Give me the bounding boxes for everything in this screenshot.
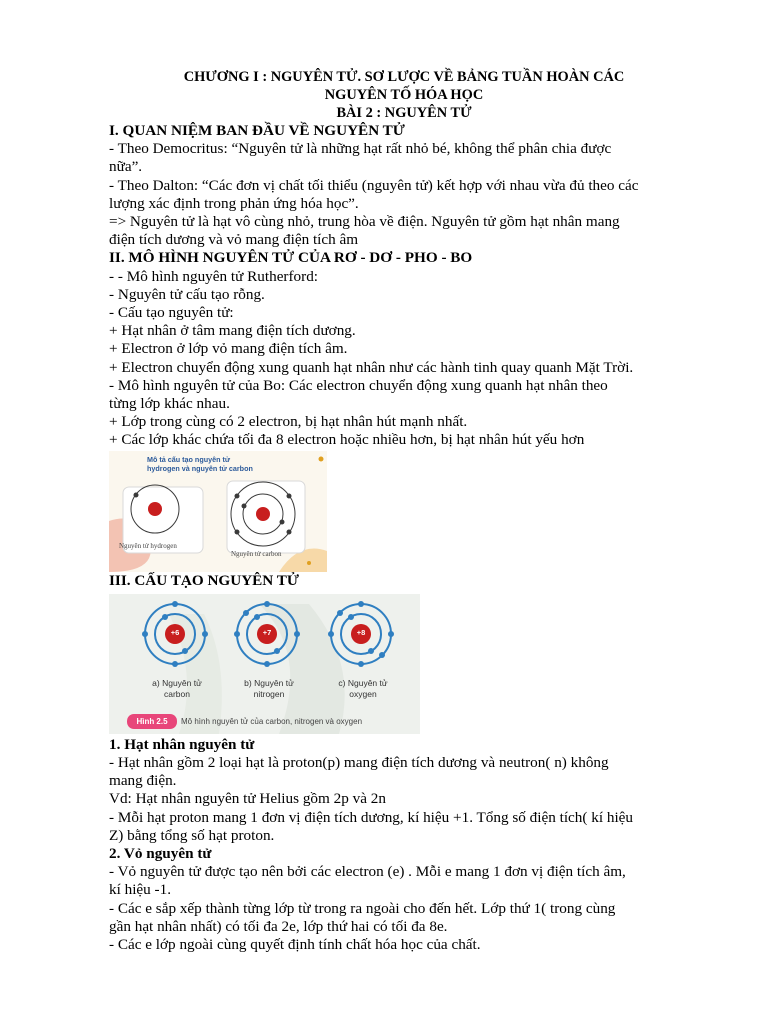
paragraph: nữa”. <box>109 158 143 176</box>
nitrogen-label-name: nitrogen <box>253 688 285 699</box>
paragraph: - Cấu tạo nguyên tử: <box>109 304 234 322</box>
paragraph: + Electron chuyển động xung quanh hạt nhân như các hành tinh quay quanh Mặt Trời. <box>109 358 634 376</box>
paragraph: mang điện. <box>109 772 177 790</box>
paragraph: => Nguyên tử là hạt vô cùng nhỏ, trung hòa về điện. Nguyên tử gồm hạt nhân mang <box>109 213 620 231</box>
lesson-title: BÀI 2 : NGUYÊN TỬ <box>336 105 472 121</box>
paragraph: - - Mô hình nguyên tử Rutherford: <box>109 267 319 285</box>
section3-heading: III. CẤU TẠO NGUYÊN TỬ <box>109 571 300 589</box>
paragraph: + Electron ở lớp vỏ mang điện tích âm. <box>109 340 348 358</box>
nitrogen-charge: +7 <box>262 627 272 637</box>
paragraph: - Hạt nhân gồm 2 loại hạt là proton(p) mang điện tích dương và neutron( n) không <box>109 754 609 772</box>
paragraph: từng lớp khác nhau. <box>109 395 230 413</box>
hydrogen-label: Nguyên tử hydrogen <box>119 541 177 550</box>
nitrogen-label: b) Nguyên tử <box>244 677 294 688</box>
carbon-label-name: carbon <box>164 688 190 699</box>
oxygen-label-name: oxygen <box>349 688 377 699</box>
figure-carbon-nitrogen-oxygen <box>109 594 420 734</box>
chapter-title-cont: NGUYÊN TỐ HÓA HỌC <box>324 87 484 103</box>
figure2-tag: Hình 2.5 <box>136 716 168 726</box>
figure1-caption-cont: hydrogen và nguyên tử carbon <box>147 463 253 473</box>
subsection-nucleus-heading: 1. Hạt nhân nguyên tử <box>109 735 255 753</box>
oxygen-label: c) Nguyên tử <box>338 677 388 688</box>
paragraph: - Các e sắp xếp thành từng lớp từ trong ra ngoài cho đến hết. Lớp thứ 1( trong cùng <box>109 899 616 917</box>
paragraph: kí hiệu -1. <box>109 881 172 899</box>
paragraph: - Theo Dalton: “Các đơn vị chất tối thiểu (nguyên tử) kết hợp với nhau vừa đủ theo các <box>109 176 639 194</box>
paragraph: - Nguyên tử cấu tạo rỗng. <box>109 285 265 303</box>
paragraph: Vd: Hạt nhân nguyên tử Helius gồm 2p và 2n <box>109 790 386 808</box>
paragraph: lượng xác định trong phản ứng hóa học”. <box>109 194 359 212</box>
paragraph: - Vỏ nguyên tử được tạo nên bởi các electron (e) . Mỗi e mang 1 đơn vị điện tích âm, <box>109 863 626 881</box>
paragraph: điện tích dương và vỏ mang điện tích âm <box>109 231 359 249</box>
carbon-charge: +6 <box>170 627 180 637</box>
figure-hydrogen-carbon <box>109 451 327 572</box>
paragraph: gần hạt nhân nhất) có tối đa 2e, lớp thứ hai có tối đa 8e. <box>109 917 448 935</box>
subsection-shell-heading: 2. Vỏ nguyên tử <box>109 845 212 863</box>
paragraph: - Các e lớp ngoài cùng quyết định tính chất hóa học của chất. <box>109 936 481 954</box>
section2-heading: II. MÔ HÌNH NGUYÊN TỬ CỦA RƠ - DƠ - PHO - BO <box>109 249 473 267</box>
figure2-caption: Mô hình nguyên tử của carbon, nitrogen và oxygen <box>181 716 363 726</box>
paragraph: + Lớp trong cùng có 2 electron, bị hạt nhân hút mạnh nhất. <box>109 413 468 431</box>
chapter-title: CHƯƠNG I : NGUYÊN TỬ. SƠ LƯỢC VỀ BẢNG TUẦN HOÀN CÁC <box>183 69 625 85</box>
paragraph: - Mô hình nguyên tử của Bo: Các electron chuyển động xung quanh hạt nhân theo <box>109 376 608 394</box>
figure1-caption: Mô tả cấu tạo nguyên tử <box>147 454 231 464</box>
oxygen-charge: +8 <box>356 627 366 637</box>
atom-models-illustration-2 <box>109 594 420 734</box>
paragraph: - Mỗi hạt proton mang 1 đơn vị điện tích dương, kí hiệu +1. Tổng số điện tích( kí hiệu <box>109 808 633 826</box>
paragraph: - Theo Democritus: “Nguyên tử là những hạt rất nhỏ bé, không thể phân chia được <box>109 140 612 158</box>
paragraph: + Các lớp khác chứa tối đa 8 electron hoặc nhiều hơn, bị hạt nhân hút yếu hơn <box>109 431 585 449</box>
section1-heading: I. QUAN NIỆM BAN ĐẦU VỀ NGUYÊN TỬ <box>109 122 405 139</box>
carbon-label: a) Nguyên tử <box>152 677 202 688</box>
paragraph: Z) bằng tổng số hạt proton. <box>109 826 275 844</box>
carbon-label: Nguyên tử carbon <box>231 549 282 558</box>
paragraph: + Hạt nhân ở tâm mang điện tích dương. <box>109 322 356 340</box>
document-page <box>109 68 699 954</box>
